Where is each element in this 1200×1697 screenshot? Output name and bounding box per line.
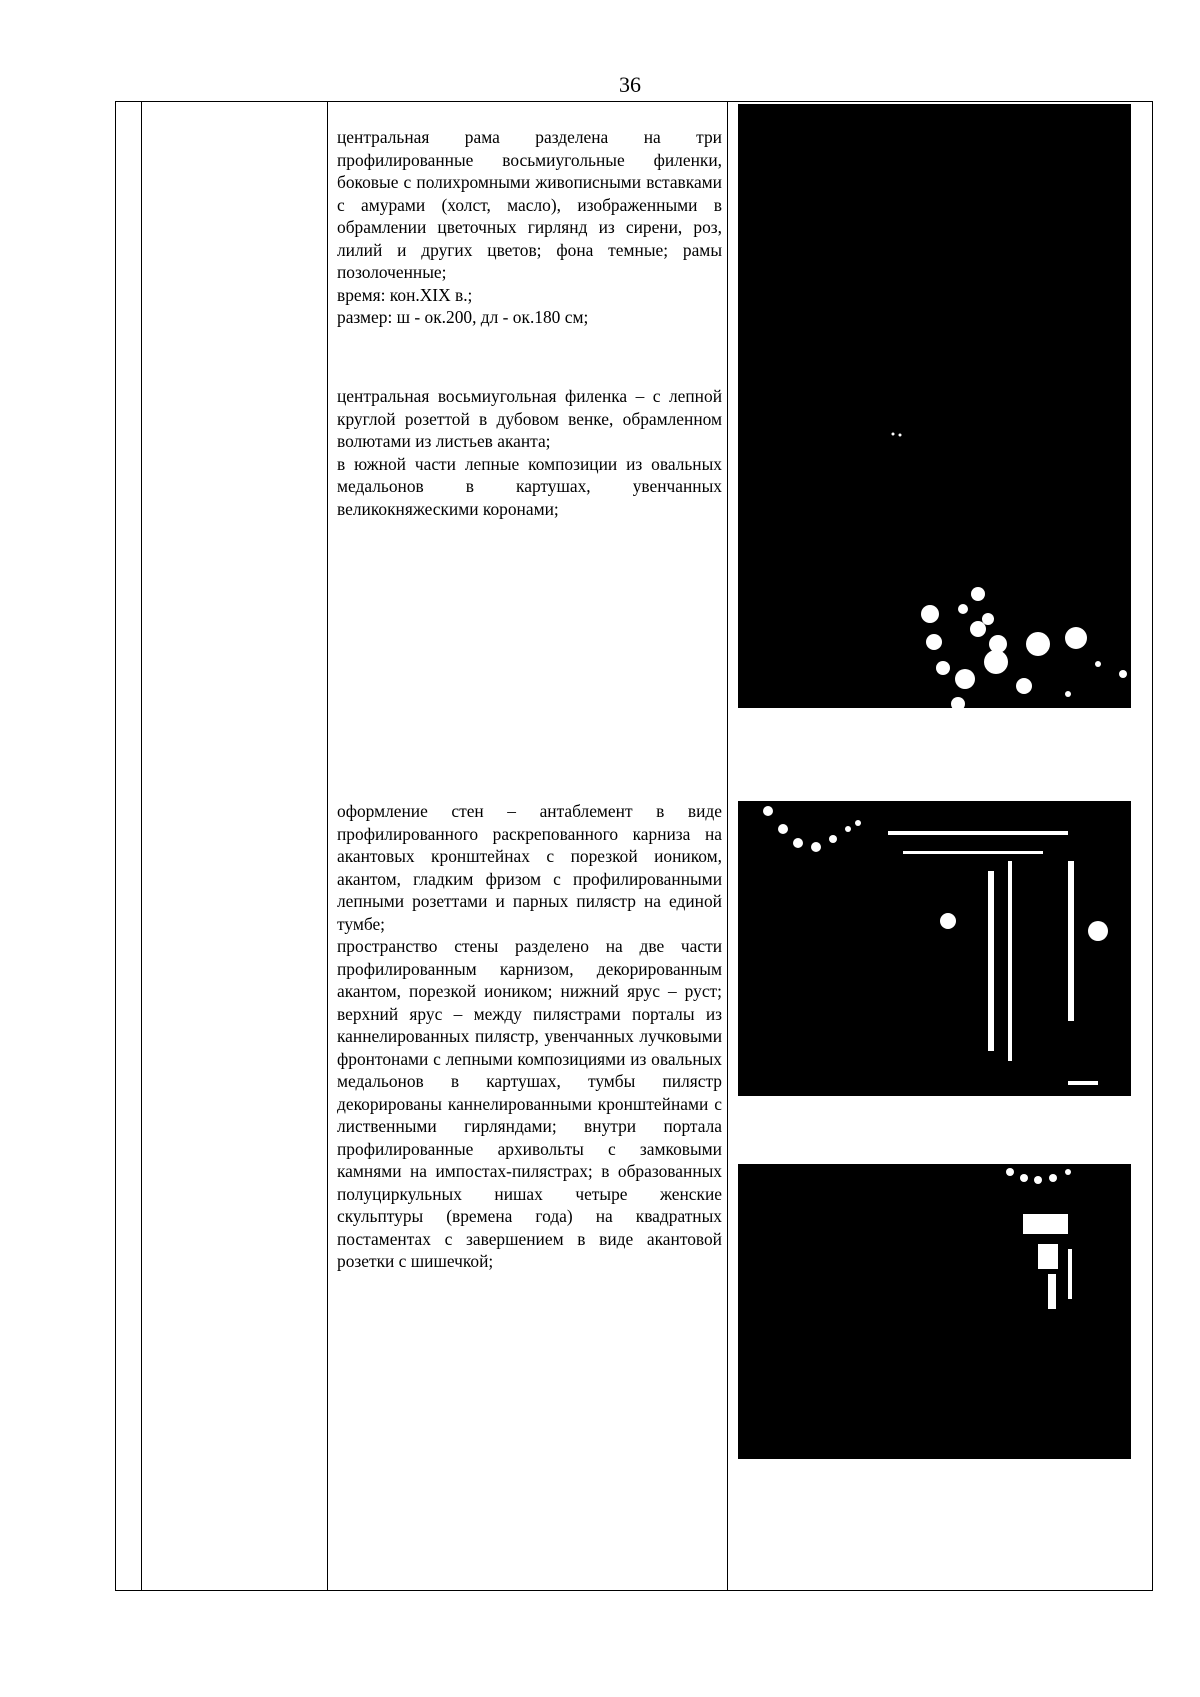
table-border-right bbox=[1152, 101, 1153, 1591]
wall-entablature-photo bbox=[738, 801, 1131, 1096]
entablature-image bbox=[738, 801, 1131, 1096]
size-line: размер: ш - ок.200, дл - ок.180 см; bbox=[337, 307, 589, 327]
column-divider-1 bbox=[141, 101, 142, 1591]
ceiling-chandelier-photo bbox=[738, 104, 1131, 708]
cornice-detail-photo bbox=[738, 1164, 1131, 1459]
chandelier-image bbox=[738, 104, 1131, 708]
description-block-1 bbox=[337, 126, 722, 329]
wall-decoration-description: оформление стен – антаблемент в виде профилированного раскрепованного карниза на акантовых кронштейнах с порезкой иоником, акантом, гладким фризом с профилированными лепными розеттами и парных пилястр на единой тумбе; bbox=[337, 801, 722, 934]
description-block-2 bbox=[337, 385, 722, 520]
cornice-image bbox=[738, 1164, 1131, 1459]
frame-description: центральная рама разделена на три профилированные восьмиугольные филенки, боковые с полихромными живописными вставками с амурами (холст, масло), изображенными в обрамлении цветочных гирлянд из сирени, роз, лилий и других цветов; фона темные; рамы позолоченные; bbox=[337, 127, 722, 282]
wall-space-description: пространство стены разделено на две части профилированным карнизом, декорированным акантом, порезкой иоником; нижний ярус – руст; верхний ярус – между пилястрами порталы из каннелированных пилястр, увенчанных лучковыми фронтонами с лепными композициями из овальных медальонов в картушах, тумбы пилястр декорированы каннелированными кронштейнами с лиственными гирляндами; внутри портала профилированные архивольты с замковыми камнями на импостах-пилястрах; в образованных полуциркульных нишах четыре женские скульптуры (времена года) на квадратных постаментах с завершением в виде акантовой розетки с шишечкой; bbox=[337, 936, 722, 1271]
central-panel-description: центральная восьмиугольная филенка – с лепной круглой розеттой в дубовом венке, обрамленном волютами из листьев аканта; bbox=[337, 386, 722, 451]
table-border-top bbox=[115, 101, 1153, 102]
table-border-bottom bbox=[115, 1590, 1153, 1591]
description-block-3 bbox=[337, 800, 722, 1273]
column-divider-3 bbox=[727, 101, 728, 1591]
table-border-left bbox=[115, 101, 116, 1591]
column-divider-2 bbox=[327, 101, 328, 1591]
date-line: время: кон.XIX в.; bbox=[337, 284, 473, 305]
page-number: 36 bbox=[619, 72, 641, 97]
south-part-description: в южной части лепные композиции из овальных медальонов в картушах, увенчанных великокняжескими коронами; bbox=[337, 453, 722, 519]
